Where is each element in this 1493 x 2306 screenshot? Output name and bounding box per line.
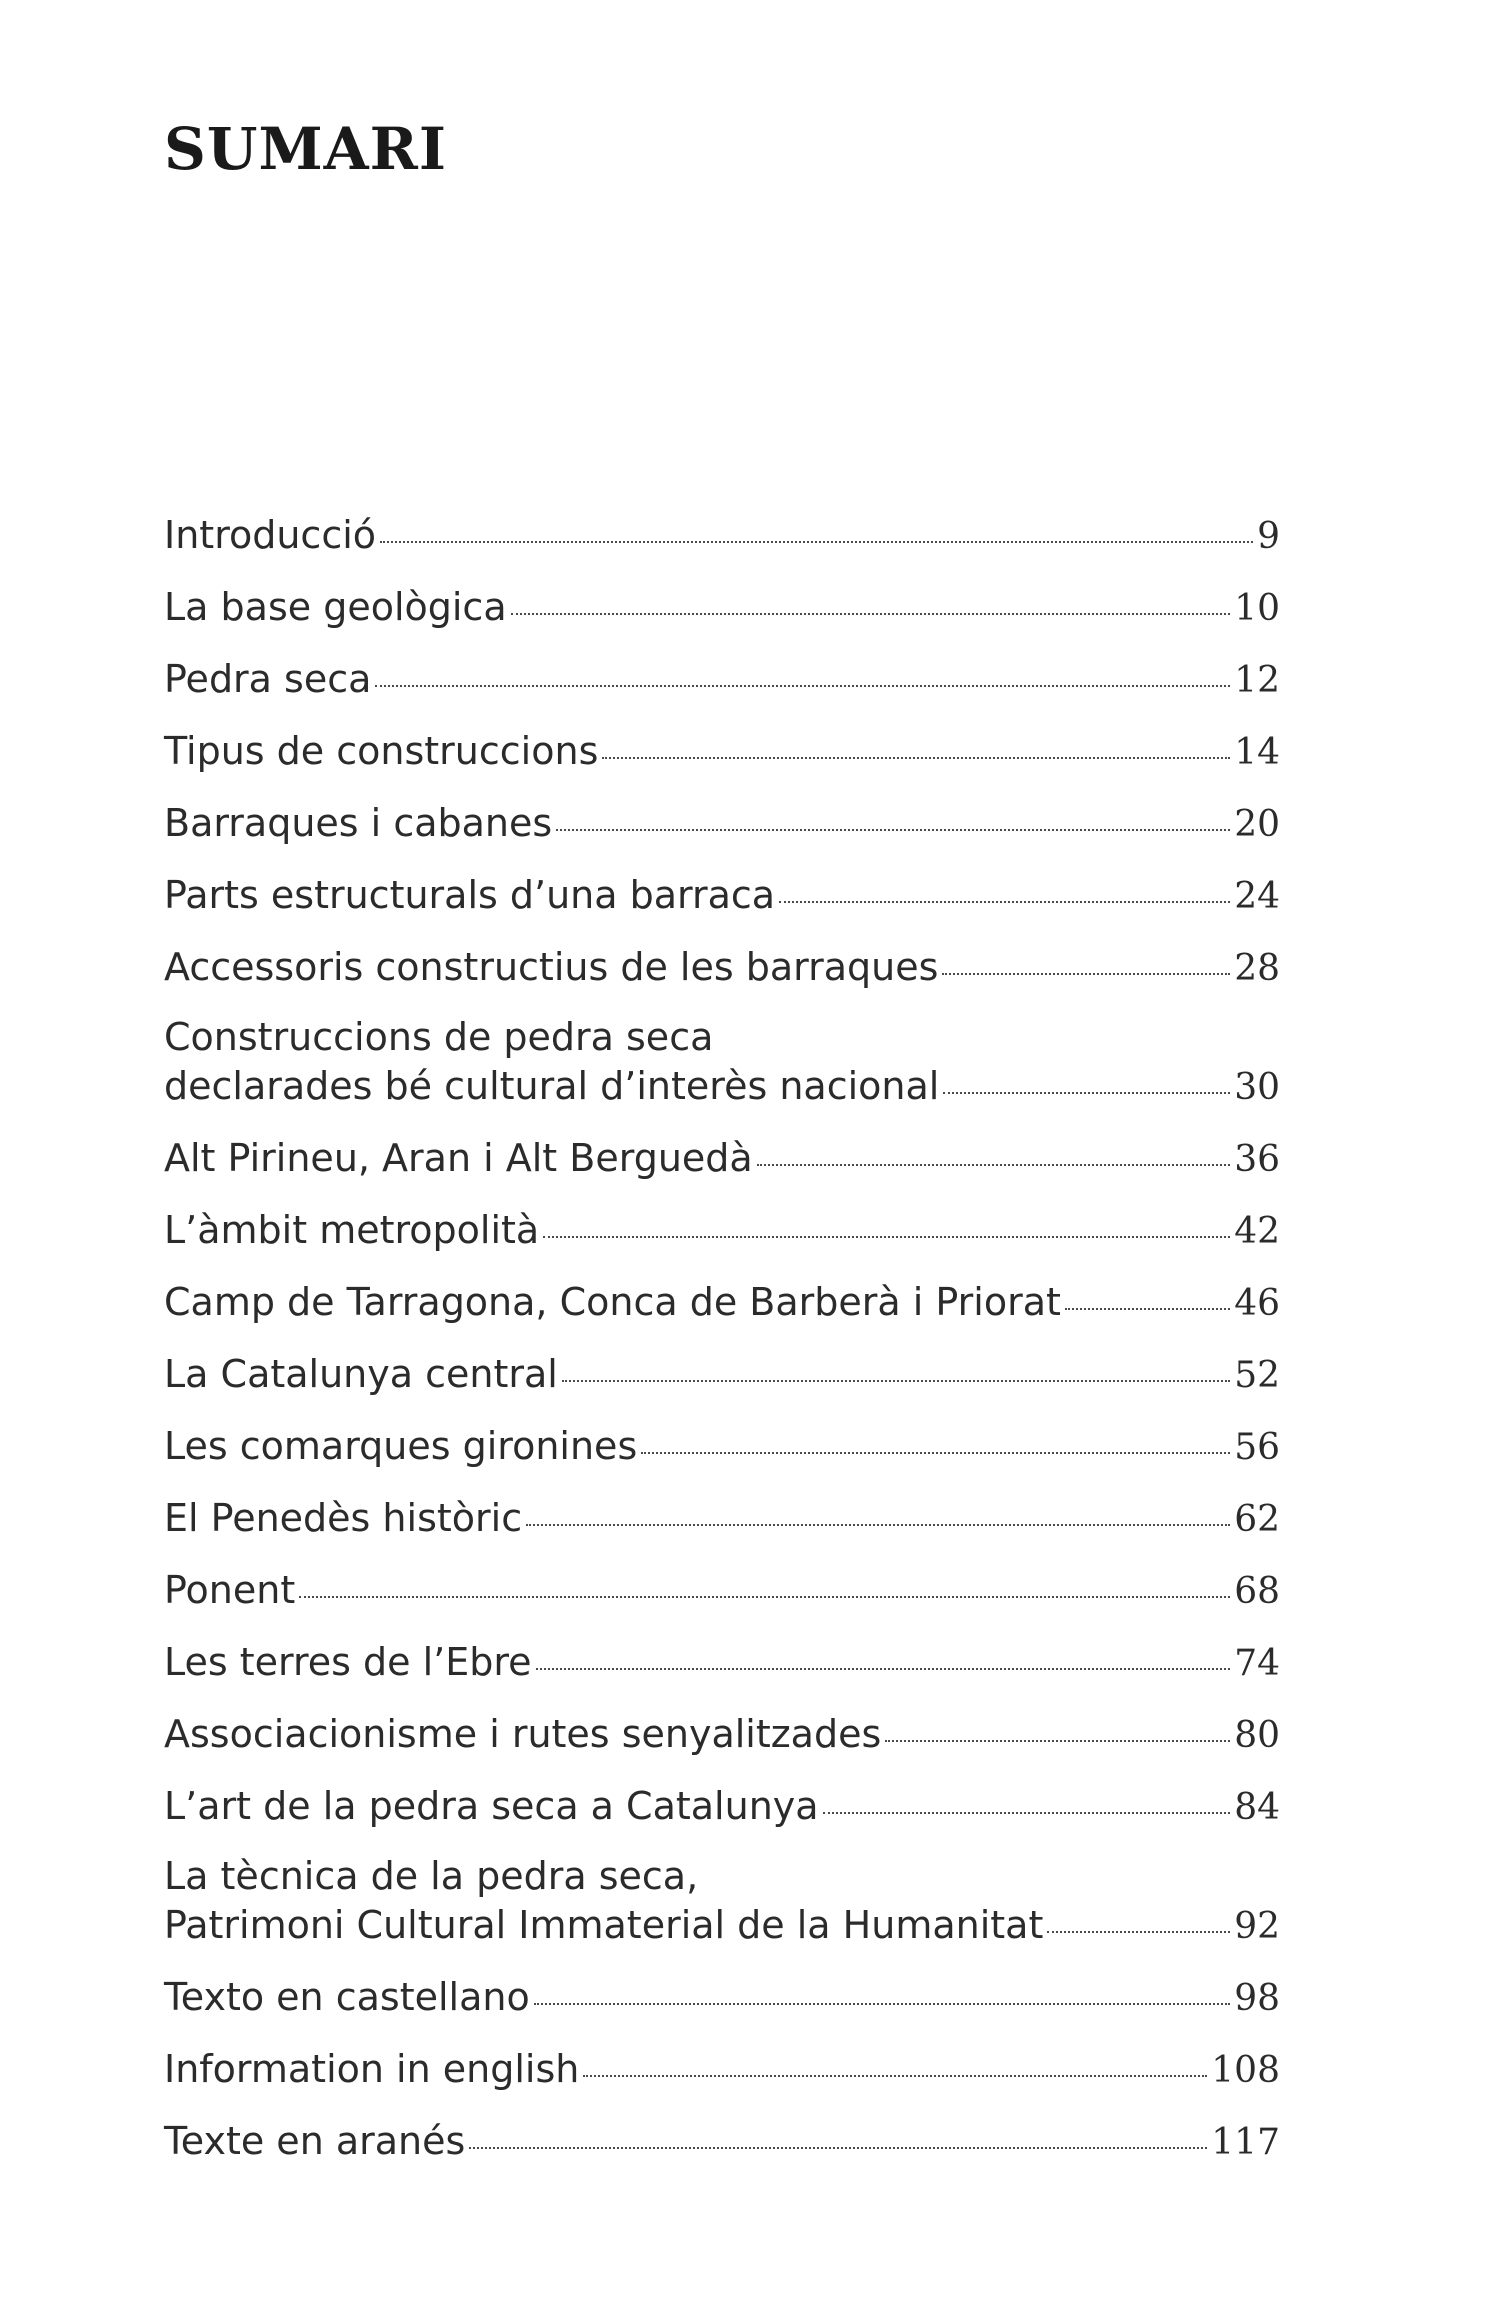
toc-entry-label: Les comarques gironines: [164, 1424, 638, 1468]
toc-entry-label: Parts estructurals d’una barraca: [164, 873, 776, 917]
toc-entry[interactable]: [164, 1349, 1280, 1399]
dot-leader: [1047, 1900, 1230, 1938]
toc-entry-page: 62: [1234, 1499, 1280, 1540]
toc-entry[interactable]: [164, 654, 1280, 704]
dot-leader: [1065, 1277, 1230, 1315]
dot-leader: [779, 870, 1230, 908]
toc-entry-label: Texto en castellano: [164, 1975, 530, 2019]
toc-entry-page: 74: [1234, 1643, 1280, 1684]
toc-entry-page: 80: [1234, 1715, 1280, 1756]
toc-entry-page: 84: [1234, 1787, 1280, 1828]
toc-entry[interactable]: [164, 1972, 1280, 2022]
dot-leader: [942, 942, 1230, 980]
toc-entry-label: Barraques i cabanes: [164, 801, 553, 845]
toc-entry-label: Associacionisme i rutes senyalitzades: [164, 1712, 882, 1756]
dot-leader: [641, 1421, 1230, 1459]
toc-entry[interactable]: [164, 582, 1280, 632]
toc-entry[interactable]: [164, 1853, 1280, 1950]
toc-entry-page: 14: [1234, 732, 1280, 773]
toc-entry-label: Accessoris constructius de les barraques: [164, 945, 939, 989]
toc-entry-page: 24: [1234, 876, 1280, 917]
toc-entry[interactable]: [164, 798, 1280, 848]
toc-entry-label: Camp de Tarragona, Conca de Barberà i Priorat: [164, 1280, 1061, 1324]
toc-entry-page: 42: [1234, 1211, 1280, 1252]
toc-entry[interactable]: [164, 2044, 1280, 2094]
toc-entry-page: 28: [1234, 948, 1280, 989]
toc-entry-page: 56: [1234, 1427, 1280, 1468]
toc-entry-page: 10: [1234, 588, 1280, 629]
dot-leader: [375, 654, 1230, 692]
toc-entry[interactable]: [164, 1133, 1280, 1183]
toc-entry[interactable]: [164, 1277, 1280, 1327]
toc-entry[interactable]: [164, 1637, 1280, 1687]
toc-entry-label: La base geològica: [164, 585, 507, 629]
dot-leader: [562, 1349, 1230, 1387]
toc-entry[interactable]: [164, 726, 1280, 776]
toc-entry-page: 20: [1234, 804, 1280, 845]
dot-leader: [469, 2116, 1207, 2154]
dot-leader: [526, 1493, 1230, 1531]
dot-leader: [534, 1972, 1230, 2010]
page-title: SUMARI: [164, 115, 448, 183]
toc-entry-page: 30: [1234, 1067, 1280, 1108]
dot-leader: [583, 2044, 1207, 2082]
toc-entry-label: Texte en aranés: [164, 2119, 466, 2163]
toc-entry-label: declarades bé cultural d’interès nacional: [164, 1064, 940, 1108]
toc-entry[interactable]: [164, 1493, 1280, 1543]
dot-leader: [536, 1637, 1231, 1675]
toc-entry-label-line1: Construccions de pedra seca: [164, 1015, 714, 1059]
toc-entry[interactable]: [164, 870, 1280, 920]
dot-leader: [757, 1133, 1231, 1171]
toc-entry-label: Ponent: [164, 1568, 296, 1612]
toc-entry-label: Information in english: [164, 2047, 580, 2091]
toc-entry-label: Les terres de l’Ebre: [164, 1640, 532, 1684]
toc-entry-page: 68: [1234, 1571, 1280, 1612]
toc-entry-page: 12: [1234, 660, 1280, 701]
toc-entry-page: 117: [1211, 2122, 1280, 2163]
toc-entry[interactable]: [164, 2116, 1280, 2166]
toc-entry[interactable]: [164, 942, 1280, 992]
toc-entry-page: 9: [1257, 516, 1280, 557]
toc-entry-page: 108: [1211, 2050, 1280, 2091]
dot-leader: [943, 1061, 1230, 1099]
dot-leader: [299, 1565, 1230, 1603]
dot-leader: [380, 510, 1253, 548]
toc-entry-label: Introducció: [164, 513, 377, 557]
toc-entry-label: L’àmbit metropolità: [164, 1208, 540, 1252]
toc-entry-label: La Catalunya central: [164, 1352, 558, 1396]
toc-entry-page: 92: [1234, 1906, 1280, 1947]
dot-leader: [511, 582, 1231, 620]
toc-entry[interactable]: [164, 1421, 1280, 1471]
dot-leader: [885, 1709, 1230, 1747]
toc-entry[interactable]: [164, 1565, 1280, 1615]
dot-leader: [823, 1781, 1231, 1819]
toc-entry-page: 36: [1234, 1139, 1280, 1180]
toc-entry-label: Tipus de construccions: [164, 729, 599, 773]
dot-leader: [543, 1205, 1230, 1243]
table-of-contents: [164, 510, 1280, 2188]
toc-entry-label: Pedra seca: [164, 657, 372, 701]
dot-leader: [602, 726, 1230, 764]
toc-entry[interactable]: [164, 1014, 1280, 1111]
toc-entry-label: Alt Pirineu, Aran i Alt Berguedà: [164, 1136, 753, 1180]
toc-entry[interactable]: [164, 1205, 1280, 1255]
toc-entry-label-line1: La tècnica de la pedra seca,: [164, 1854, 699, 1898]
toc-entry[interactable]: [164, 510, 1280, 560]
toc-entry-label: L’art de la pedra seca a Catalunya: [164, 1784, 819, 1828]
toc-entry[interactable]: [164, 1781, 1280, 1831]
toc-entry-page: 52: [1234, 1355, 1280, 1396]
toc-entry-label: El Penedès històric: [164, 1496, 523, 1540]
toc-entry[interactable]: [164, 1709, 1280, 1759]
toc-entry-page: 46: [1234, 1283, 1280, 1324]
dot-leader: [556, 798, 1230, 836]
toc-entry-page: 98: [1234, 1978, 1280, 2019]
toc-entry-label: Patrimoni Cultural Immaterial de la Humanitat: [164, 1903, 1044, 1947]
